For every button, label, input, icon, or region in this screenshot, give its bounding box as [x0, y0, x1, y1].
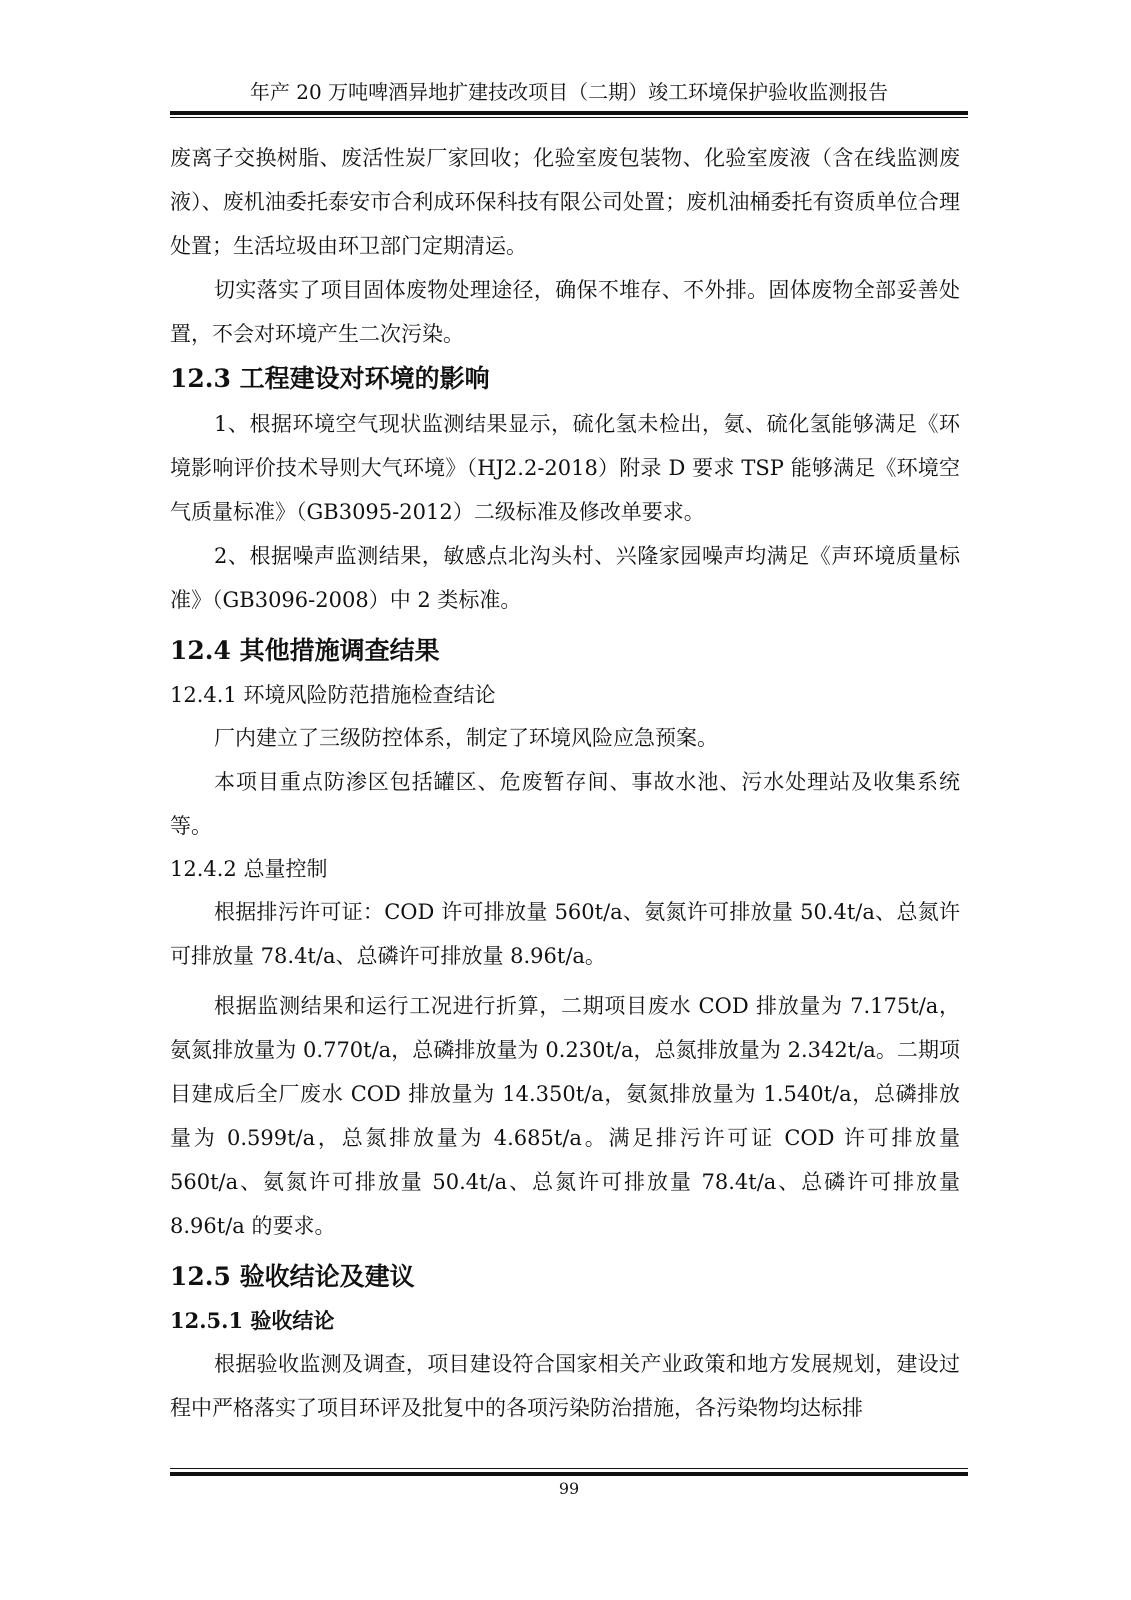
running-header: 年产 20 万吨啤酒异地扩建技改项目（二期）竣工环境保护验收监测报告: [249, 80, 889, 104]
footer-rule-thick: [170, 1472, 968, 1476]
page-number: 99: [558, 1479, 580, 1498]
paragraph-acceptance-conclusion: 根据验收监测及调查，项目建设符合国家相关产业政策和地方发展规划，建设过程中严格落实了项目环评及批复中的各项污染防治措施，各污染物均达标排: [170, 1352, 960, 1420]
paragraph-solid-waste-summary: 切实落实了项目固体废物处理途径，确保不堆存、不外排。固体废物全部妥善处置，不会对环境产生二次污染。: [170, 278, 960, 346]
header-rule-thin: [170, 117, 968, 118]
subsection-title-12-4-1: 12.4.1 环境风险防范措施检查结论: [170, 683, 496, 707]
footer-rule-thin: [170, 1468, 968, 1469]
paragraph-seepage-zones: 本项目重点防渗区包括罐区、危废暂存间、事故水池、污水处理站及收集系统等。: [170, 770, 960, 838]
section-title-12-5: 12.5 验收结论及建议: [170, 1262, 415, 1291]
subsection-title-12-4-2: 12.4.2 总量控制: [170, 857, 328, 881]
header-rule-thick: [170, 111, 968, 115]
paragraph-risk-control: 厂内建立了三级防控体系，制定了环境风险应急预案。: [214, 726, 718, 750]
paragraph-air-quality: 1、根据环境空气现状监测结果显示，硫化氢未检出，氨、硫化氢能够满足《环境影响评价技术导则大气环境》（HJ2.2-2018）附录 D 要求 TSP 能够满足《环境空气质量标准》（GB3095-2012）二级标准及修改单要求。: [170, 412, 960, 524]
paragraph-solid-waste-disposal: 废离子交换树脂、废活性炭厂家回收；化验室废包装物、化验室废液（含在线监测废液）、废机油委托泰安市合利成环保科技有限公司处置；废机油桶委托有资质单位合理处置；生活垃圾由环卫部门定期清运。: [170, 146, 960, 258]
paragraph-permit-limits: 根据排污许可证：COD 许可排放量 560t/a、氨氮许可排放量 50.4t/a、总氮许可排放量 78.4t/a、总磷许可排放量 8.96t/a。: [170, 900, 960, 968]
section-title-12-3: 12.3 工程建设对环境的影响: [170, 364, 490, 393]
document-body: [170, 136, 960, 1430]
paragraph-noise: 2、根据噪声监测结果，敏感点北沟头村、兴隆家园噪声均满足《声环境质量标准》（GB3096-2008）中 2 类标准。: [170, 544, 960, 612]
section-title-12-4: 12.4 其他措施调查结果: [170, 636, 440, 665]
paragraph-emission-totals: 根据监测结果和运行工况进行折算，二期项目废水 COD 排放量为 7.175t/a，氨氮排放量为 0.770t/a，总磷排放量为 0.230t/a，总氮排放量为 2.342t/a。二期项目建成后全厂废水 COD 排放量为 14.350t/a，氨氮排放量为 1.540t/a，总磷排放量为 0.599t/a，总氮排放量为 4.685t/a。满足排污许可证 COD 许可排放量 560t/a、氨氮许可排放量 50.4t/a、总氮许可排放量 78.4t/a、总磷许可排放量 8.96t/a 的要求。: [170, 994, 960, 1238]
subsection-title-12-5-1: 12.5.1 验收结论: [170, 1308, 335, 1333]
